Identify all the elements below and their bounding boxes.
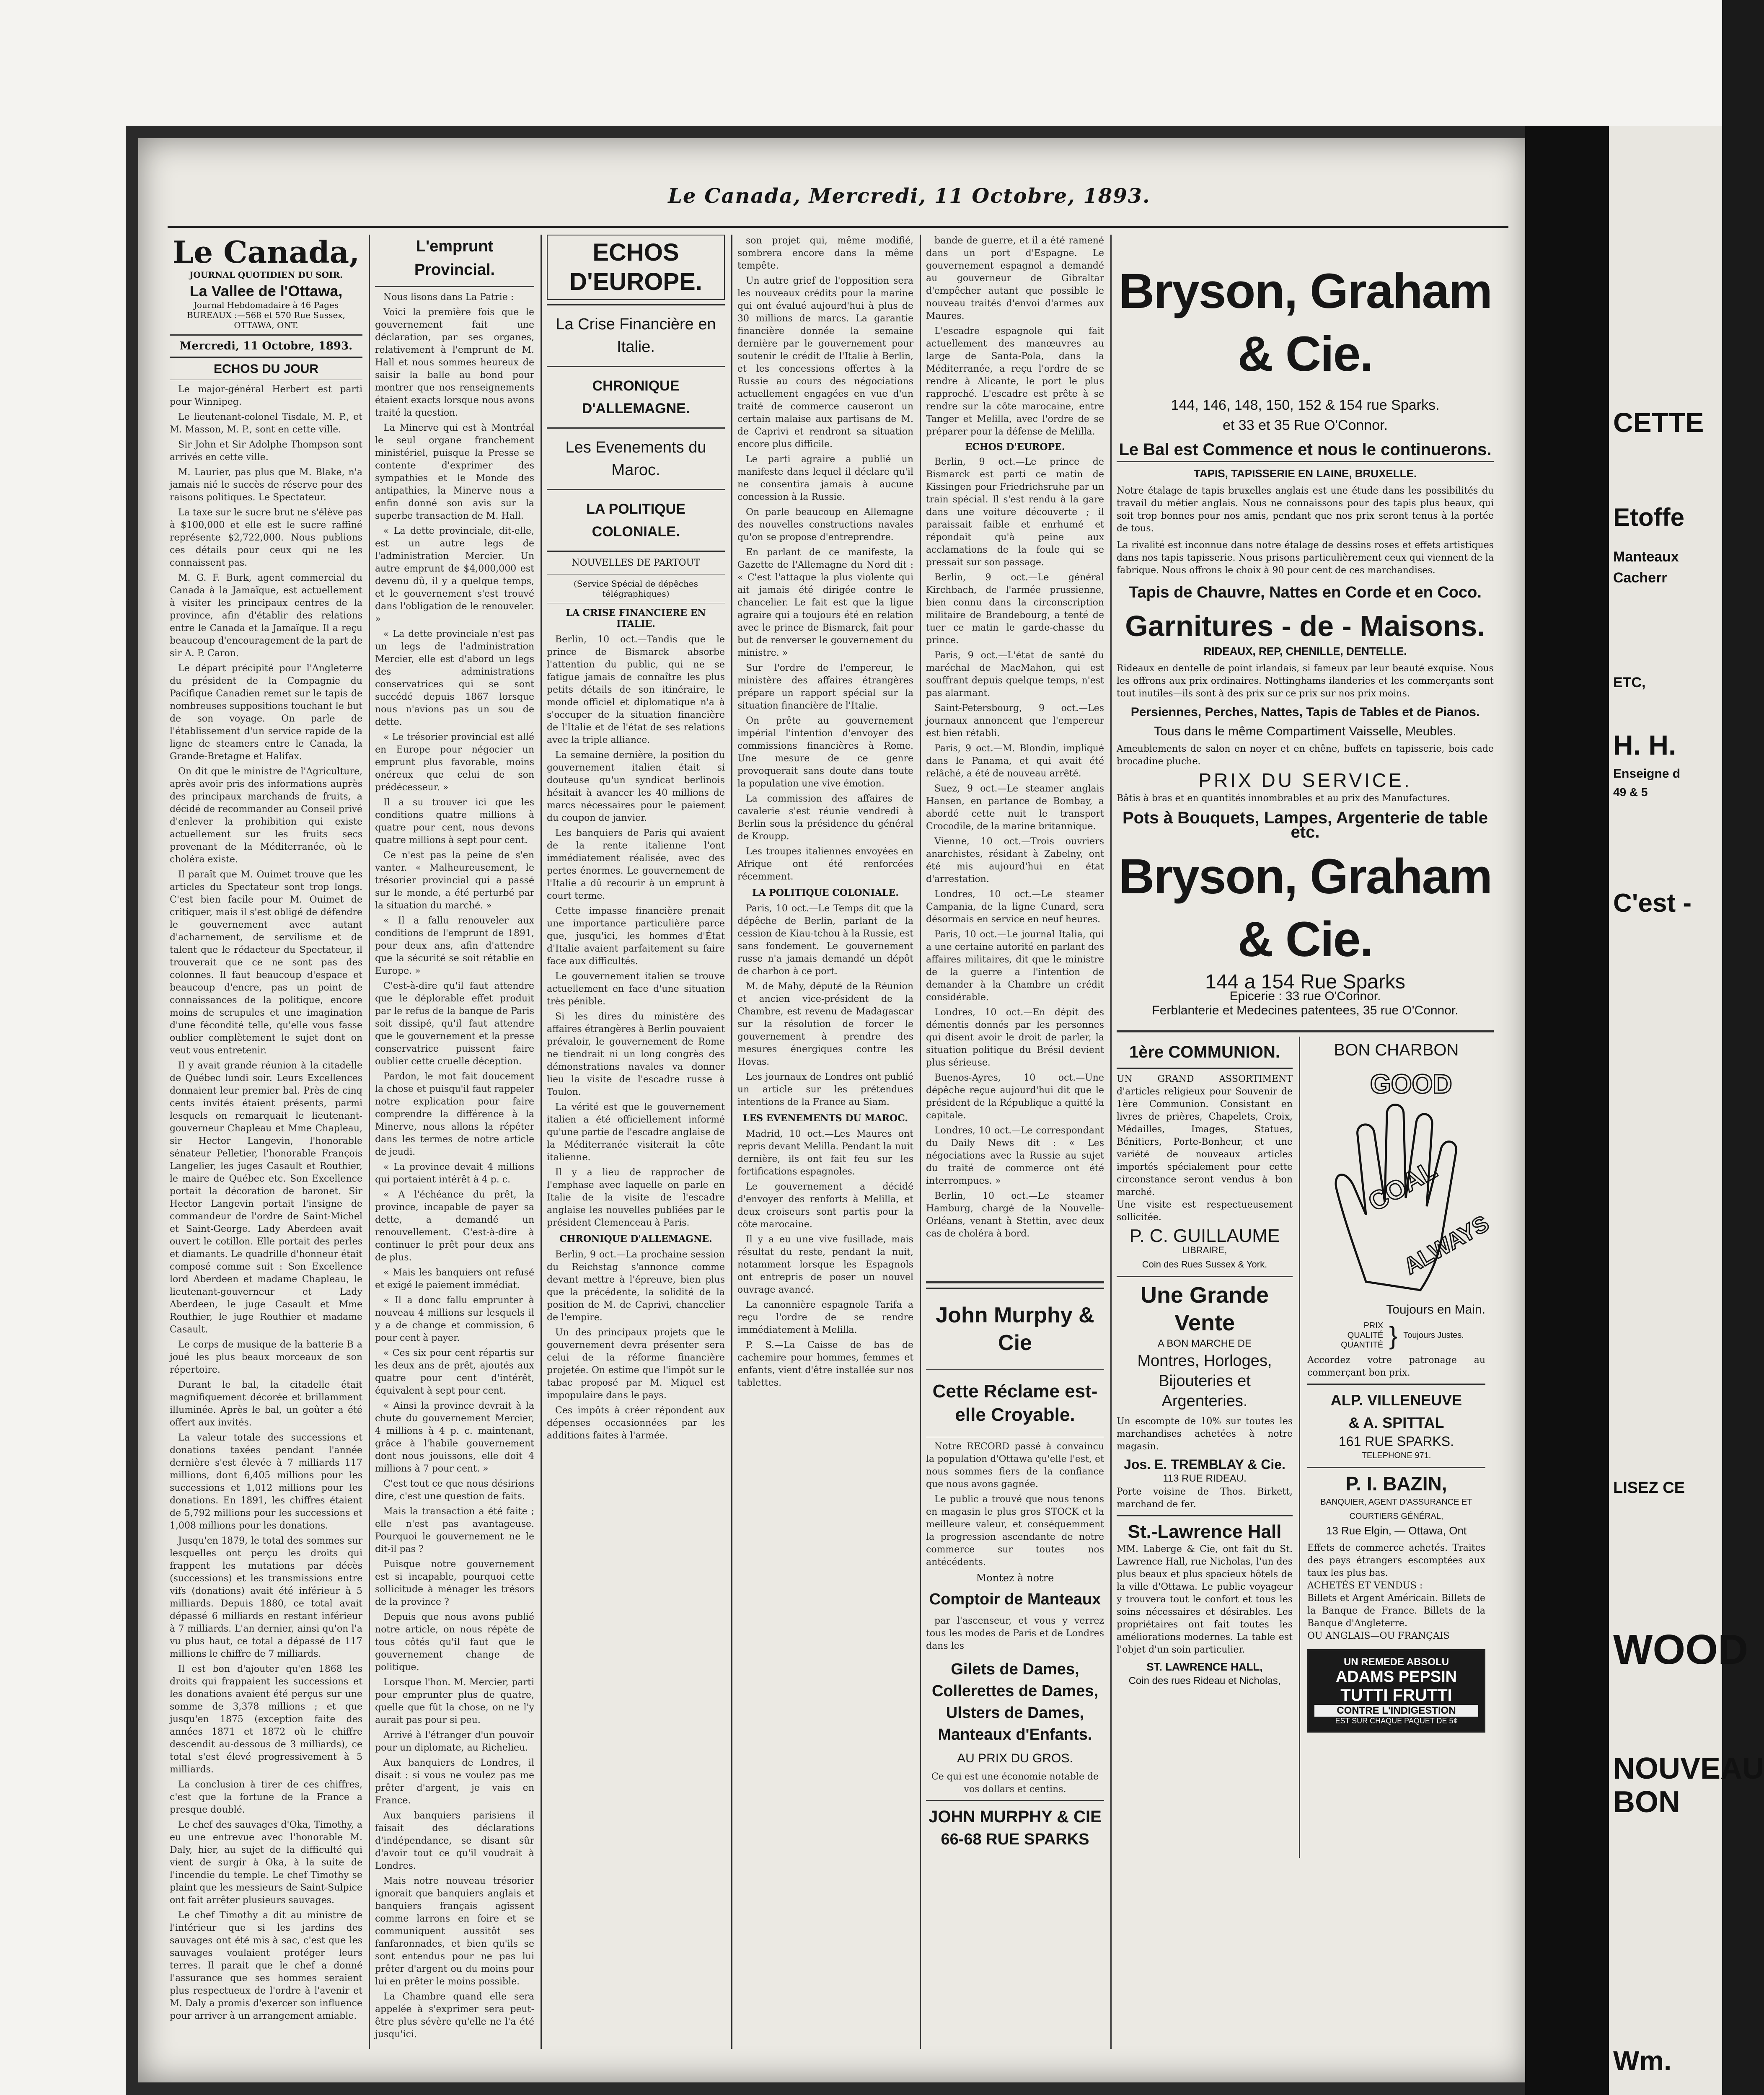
paragraph: Un autre grief de l'opposition sera les nouveaux crédits pour la marine qui ont évalué aujourd'hui à plus de 30 millions de marcs. La garantie financière donnée la semaine dernière par le gouvernement pour soutenir le crédit de l'Italie à Berlin, et les concessions offertes à la Russie au cours des négociations actuellement engagées en vue d'un traité de commerce causeront un certain malaise aux partisans de M. de Caprivi et rendront sa situation encore plus difficile.	[737, 276, 913, 450]
rule	[547, 304, 725, 305]
section-heading: ECHOS DU JOUR	[213, 362, 319, 376]
prix-qualite-block	[1307, 1321, 1485, 1350]
paragraph: Sur l'ordre de l'empereur, le ministère des affaires étrangères prépare un rapport spécial sur la situation financière de l'Italie.	[737, 663, 913, 711]
ad-body	[926, 1441, 1104, 1569]
communion-ads	[1117, 1037, 1293, 1688]
bazin-name: P. I. BAZIN,	[1345, 1473, 1447, 1495]
montez-line: Montez à notre	[976, 1572, 1054, 1584]
rule	[1307, 1384, 1485, 1385]
vaisselle-text: Ameublements de salon en noyer et en chêne, buffets en tapisserie, bois cade brocadine pluche.	[1117, 744, 1494, 767]
paragraph: Il paraît que M. Ouimet trouve que les articles du Spectateur sont trop longs. C'est bien facile pour M. Ouimet de critiquer, mais il s'est obligé de défendre le gouvernement avec autant d'acharnement, de servilisme et de talent que le rédacteur du Spectateur, il trouverait que ce ne sont pas des colonnes. Il faut beaucoup d'espace et beaucoup d'encre, pas un point de connaissances de la politique, encore moins de scrupules et une imagination d'une fécondité telle, qu'elle vous fasse oublier complètement le sujet dont on veut vous entretenir.	[170, 869, 362, 1056]
fragment-text: C'est -	[1613, 889, 1692, 918]
charbon-heading	[1307, 1041, 1485, 1060]
fragment-text: Etoffe	[1613, 503, 1684, 531]
montres-heading: Montres, Horloges, Bijouteries et Argenteries.	[1137, 1352, 1272, 1410]
paragraph: Les troupes italiennes envoyées en Afrique ont été renforcées récemment.	[737, 846, 913, 882]
rule	[547, 427, 725, 429]
column-separator	[541, 235, 542, 2049]
epicerie-line: Epicerie : 33 rue O'Connor.	[1229, 989, 1381, 1003]
tapis-text-2: La rivalité est inconnue dans notre étalage de dessins roses et effets artistiques dans nos tapis tapisserie. Nous prisons particulièrement ceux qui viennent de la fabrique. Nous offrons le choix à 90 pour cent de ces marchandises.	[1117, 540, 1494, 576]
reclame-heading: Cette Réclame est-elle Croyable.	[932, 1381, 1098, 1425]
article-body	[926, 235, 1104, 438]
achetes-line: ACHETÉS ET VENDUS :	[1307, 1580, 1423, 1591]
guillaume-address: Coin des Rues Sussex & York.	[1142, 1259, 1267, 1270]
vaisselle-line: Tous dans le même Compartiment Vaisselle, Meubles.	[1154, 724, 1456, 738]
paragraph: Les journaux de Londres ont publié un article sur les prétendues intentions de la France au Siam.	[737, 1072, 913, 1107]
paragraph: Paris, 9 oct.—L'état de santé du maréchal de MacMahon, qui est souffrant depuis quelque temps, n'est pas alarmant.	[926, 650, 1104, 698]
bryson-address: 144, 146, 148, 150, 152 & 154 rue Sparks.	[1171, 397, 1440, 413]
paragraph: « La dette provinciale n'est pas un legs de l'administration Mercier, elle est d'abord un legs des administrations conservatrices qui se sont succédé depuis 1867 lorsque nous n'avions pas un sou de dette.	[375, 629, 534, 727]
city-line: OTTAWA, ONT.	[234, 320, 298, 330]
comptoir-heading: Comptoir de Manteaux	[929, 1591, 1101, 1608]
pots-line: Pots à Bouquets, Lampes, Argenterie de table etc.	[1122, 809, 1488, 841]
headline: CHRONIQUE D'ALLEMAGNE.	[582, 378, 690, 416]
gilets-heading: Gilets de Dames, Collerettes de Dames, Ulsters de Dames, Manteaux d'Enfants.	[931, 1660, 1099, 1743]
paragraph: Pardon, le mot fait doucement la chose et puisqu'il faut rappeler notre explication pour faire comprendre la différence à la Minerve, nous allons la répéter dans les termes de notre article de jeudi.	[375, 1071, 534, 1157]
rule	[1117, 1276, 1293, 1277]
prix-qualite-label: PRIX QUALITÉ QUANTITÉ	[1341, 1321, 1384, 1350]
fragment-text: WOOD	[1613, 1626, 1748, 1673]
paragraph: Lorsque l'hon. M. Mercier, parti pour emprunter plus de quatre, quelle que fût la chose, on ne l'y aurait pas pour si peu.	[375, 1677, 534, 1725]
paragraph: Le gouvernement italien se trouve actuellement en face d'une situation très pénible.	[547, 971, 725, 1007]
bon-marche-line: A BON MARCHE DE	[1157, 1338, 1252, 1349]
brace-icon: }	[1389, 1322, 1398, 1350]
bottom-ads	[1117, 1037, 1494, 1858]
coal-text: COAL	[1363, 1155, 1442, 1217]
bureaux-line: BUREAUX :—568 et 570 Rue Sussex,	[187, 310, 345, 320]
pepsin-line: UN REMEDE ABSOLU	[1343, 1656, 1449, 1668]
ad-body	[926, 1615, 1104, 1653]
good-text: GOOD	[1370, 1069, 1452, 1099]
villeneuve-name: ALP. VILLENEUVE	[1330, 1391, 1462, 1409]
paragraph: La vérité est que le gouvernement italien a été officiellement informé qu'une partie de l'escadre anglaise de la Méditerranée visiterait la côte italienne.	[547, 1102, 725, 1163]
paragraph: Madrid, 10 oct.—Les Maures ont repris devant Melilla. Pendant la nuit dernière, ils ont fait feu sur les fortifications espagnoles.	[737, 1129, 913, 1177]
paragraph: Aux banquiers parisiens il faisait des déclarations d'indépendance, se disant sûr d'avoir tout ce qu'il voudrait à Londres.	[375, 1810, 534, 1871]
newspaper-subtitle: JOURNAL QUOTIDIEN DU SOIR.	[189, 270, 343, 280]
column-separator	[1110, 235, 1112, 2049]
paragraph: La conclusion à tirer de ces chiffres, c'est que la fortune de la France a presque doublé.	[170, 1779, 362, 1815]
paragraph: La taxe sur le sucre brut ne s'élève pas à $100,000 et elle est le sucre raffiné représente $2,722,000. Nous publions ces détails pour ceux qui ne les connaissent pas.	[170, 507, 362, 568]
rule	[1117, 1515, 1293, 1516]
paragraph: Le corps de musique de la batterie B a joué les plus beaux morceaux de son répertoire.	[170, 1340, 362, 1375]
column-news-continued	[737, 235, 913, 2049]
ou-line: OU ANGLAIS—OU FRANÇAIS	[1307, 1631, 1450, 1641]
paragraph: Les banquiers de Paris qui avaient de la rente italienne l'ont immédiatement réalisée, avec des pertes énormes. Le gouvernement de l'Italie a dû recourir à un emprunt à court terme.	[547, 828, 725, 901]
paragraph: Suez, 9 oct.—Le steamer anglais Hansen, en partance de Bombay, a abordé cette nuit le transport Crocodile, de la marine britannique.	[926, 784, 1104, 832]
article-body	[375, 291, 534, 2041]
paragraph: On dit que le ministre de l'Agriculture, après avoir pris des informations auprès des principaux marchands de fruits, a décidé de recommander au Conseil privé d'enlever la prohibition qui existe actuellement sur les fruits secs provenant de la Méditerranée, où le choléra existe.	[170, 766, 362, 865]
column-separator	[1299, 1037, 1300, 1858]
fragment-text: Manteaux	[1613, 549, 1679, 565]
murphy-footer: JOHN MURPHY & CIE	[929, 1808, 1102, 1826]
paragraph: M. G. F. Burk, agent commercial du Canada à la Jamaïque, est actuellement à visiter les principaux centres de la province, afin d'établir des relations entre le Canada et la Jamaïque. Il a reçu beaucoup d'encouragement de la part de sir A. P. Caron.	[170, 573, 362, 659]
fragment-text: BON	[1613, 1785, 1680, 1819]
paragraph: La canonnière espagnole Tarifa a reçu l'ordre de se rendre immédiatement à Melilla.	[737, 1300, 913, 1335]
paragraph: Il est bon d'ajouter qu'en 1868 les droits qui frappaient les successions et les donations avaient été perçus sur une somme de 3,378 millions ; et que jusqu'en 1875 (exception faite des années 1871 et 1872 où le chiffre descendit au-dessous de 3 milliards), ce total s'est élevé progressivement à 5 milliards.	[170, 1664, 362, 1775]
rule	[1117, 1068, 1293, 1069]
bazin-sub: BANQUIER, AGENT D'ASSURANCE ET COURTIERS GÉNÉRAL,	[1320, 1498, 1472, 1521]
paragraph: Le chef des sauvages d'Oka, Timothy, a eu une entrevue avec l'honorable M. Daly, hier, au sujet de la difficulté qui vient de surgir à Oka, à la suite de l'incendie du temple. Le chef Timothy se plaint que les messieurs de Saint-Sulpice ont fait arrêter plusieurs sauvages.	[170, 1820, 362, 1906]
villeneuve-address: 161 RUE SPARKS.	[1338, 1434, 1454, 1449]
article-body	[737, 235, 913, 883]
stlawrence-heading: St.-Lawrence Hall	[1128, 1521, 1282, 1542]
vente-heading: Une Grande Vente	[1140, 1283, 1269, 1335]
rule	[547, 366, 725, 367]
paragraph: « Le trésorier provincial est allé en Europe pour négocier un emprunt plus favorable, moins onéreux que celui de son prédécesseur. »	[375, 732, 534, 793]
fragment-text: CETTE	[1613, 407, 1704, 438]
murphy-address: 66-68 RUE SPARKS	[941, 1831, 1089, 1848]
paragraph: « La dette provinciale, dit-elle, est un autre legs de l'administration Mercier. Un autre emprunt de $4,000,000 est devenu dû, il y a quelque temps, et le gouvernement s'est trouvé dans l'obligation de le renouveler. »	[375, 526, 534, 624]
paragraph: Mais la transaction a été faite ; elle n'est pas avantageuse. Pourquoi le gouvernement ne le dit-il pas ?	[375, 1506, 534, 1554]
headline: Les Evenements du Maroc.	[565, 439, 706, 479]
pepsin-ad	[1307, 1649, 1485, 1733]
bazin-address: 13 Rue Elgin, — Ottawa, Ont	[1326, 1524, 1467, 1537]
adjacent-page-fragment	[1609, 126, 1764, 2095]
column-separator	[920, 235, 921, 2049]
paragraph: Notre RECORD passé à convaincu la population d'Ottawa qu'elle l'est, et nous sommes fiers de la confiance que nous avons gagnée.	[926, 1441, 1104, 1490]
newspaper-logo: Le Canada,	[172, 234, 360, 270]
paragraph: Londres, 10 oct.—Le steamer Campania, de la ligne Cunard, sera désormais en service en neuf heures.	[926, 889, 1104, 925]
paragraph: La commission des affaires de cavalerie s'est réunie vendredi à Berlin sous la présidence du général de Kroupp.	[737, 794, 913, 842]
paragraph: L'escadre espagnole qui fait actuellement des manœuvres au large de Santa-Pola, dans la Méditerranée, a reçu l'ordre de se rendre à Alicante, le port le plus rapproché. L'escadre est prête à se rendre sur la côte marocaine, entre Tanger et Melilla, avec l'ordre de se préparer pour la défense de Melilla.	[926, 326, 1104, 437]
prix-gros: AU PRIX DU GROS.	[957, 1751, 1073, 1765]
article-body	[926, 456, 1104, 1277]
paragraph: bande de guerre, et il a été ramené dans un port d'Espagne. Le gouvernement espagnol a demandé au gouverneur de Gibraltar d'empêcher autant que possible le nouveau traités d'envoi d'armes aux Maures.	[926, 235, 1104, 321]
rule	[1117, 1030, 1494, 1032]
chauvre-heading: Tapis de Chauvre, Nattes en Corde et en Coco.	[1129, 584, 1482, 601]
bryson-address-3: 144 a 154 Rue Sparks	[1205, 971, 1405, 993]
tremblay-address: 113 RUE RIDEAU.	[1163, 1473, 1247, 1484]
paragraph: La Chambre quand elle sera appelée à s'exprimer sera peut-être plus sévère qu'elle ne l'a été jusqu'ici.	[375, 1992, 534, 2040]
bryson-title: Bryson, Graham & Cie.	[1118, 264, 1492, 382]
libraire-line: LIBRAIRE,	[1182, 1245, 1227, 1255]
charbon-ads	[1307, 1037, 1493, 1733]
paragraph: La valeur totale des successions et donations taxées pendant l'année dernière s'est élevée à 7 milliards 117 millions, dont 6,405 millions pour les successions et 1,012 millions pour les donations. En 1891, les chiffres étaient de 5,792 millions pour les successions et 1,008 millions pour les donations.	[170, 1433, 362, 1531]
ferblanterie-line: Ferblanterie et Medecines patentees, 35 rue O'Connor.	[1152, 1004, 1459, 1017]
headline: LA POLITIQUE COLONIALE.	[586, 501, 685, 540]
paragraph: Le public a trouvé que nous tenons en magasin le plus gros STOCK et la meilleure valeur, et conséquemment la progression ascendante de notre commerce sur toutes nos antécédents.	[926, 1494, 1104, 1567]
garnitures-heading: Garnitures - de - Maisons.	[1125, 610, 1485, 642]
paragraph: son projet qui, même modifié, sombrera encore dans la même tempête.	[737, 235, 913, 271]
persiennes-line: Persiennes, Perches, Nattes, Tapis de Tables et de Pianos.	[1130, 705, 1480, 719]
fragment-text: NOUVEAU	[1613, 1752, 1764, 1785]
paragraph: C'est tout ce que nous désirions dire, c'est une question de faits.	[375, 1479, 534, 1502]
paragraph: Cette impasse financière prenait une importance particulière parce que, jusqu'ici, les hommes d'État d'Italie avaient parfaitement su faire face aux difficultés.	[547, 906, 725, 967]
paragraph: « La province devait 4 millions qui portaient intérêt à 4 p. c.	[375, 1162, 534, 1185]
paragraph: Londres, 10 oct.—En dépit des démentis donnés par les personnes qui disent avoir le droit de parler, la situation politique du Brésil devient plus sérieuse.	[926, 1007, 1104, 1068]
paragraph: Arrivé à l'étranger d'un pouvoir pour un diplomate, au Richelieu.	[375, 1730, 534, 1753]
paragraph: Nous lisons dans La Patrie :	[383, 292, 514, 303]
paragraph: Vienne, 10 oct.—Trois ouvriers anarchistes, résidant à Zabelny, ont été mis aujourd'hui en état d'arrestation.	[926, 836, 1104, 885]
paragraph: « Il a donc fallu emprunter à nouveau 4 millions sur lesquels il y a de change et commission, 6 pour cent à payer.	[375, 1295, 534, 1343]
fragment-text: Enseigne d	[1613, 767, 1681, 781]
economie-line: Ce qui est une économie notable de vos dollars et centins.	[931, 1772, 1099, 1795]
rule	[926, 1369, 1104, 1370]
paragraph: Le parti agraire a publié un manifeste dans lequel il déclare qu'il ne consentira jamais à aucune concession à la Russie.	[737, 454, 913, 502]
paragraph: La semaine dernière, la position du gouvernement italien était si douteuse qu'un syndicat berlinois hésitait à avancer les 40 millions de marcs nécessaires pour le paiement du coupon de janvier.	[547, 750, 725, 823]
paragraph: Il a su trouver ici que les conditions quatre millions à quatre pour cent, nous devons quatre millions à sept pour cent.	[375, 797, 534, 846]
paragraph: M. Laurier, pas plus que M. Blake, n'a jamais nié le succès de réserve pour des raisons politiques. Le Spectateur.	[170, 467, 362, 503]
paragraph: « A l'échéance du prêt, la province, incapable de payer sa dette, a demandé un renouvellement. C'est-à-dire à continuer le prêt pour deux ans de plus.	[375, 1190, 534, 1263]
column-separator	[369, 235, 370, 2049]
paragraph: Berlin, 9 oct.—Le général Kirchbach, de l'armée prussienne, bien connu dans la circonscription militaire de Brandebourg, a tenté de tuer ce matin le garde-chasse du prince.	[926, 572, 1104, 646]
paragraph: On prête au gouvernement impérial l'intention d'envoyer des commissions financières à Rome. Une mesure de ce genre provoquerait sans doute dans toute la population une vive émotion.	[737, 716, 913, 789]
paragraph: Durant le bal, la citadelle était magnifiquement décorée et brillamment illuminée. Après le bal, un goûter a été offert aux invités.	[170, 1380, 362, 1428]
column-emprunt-provincial	[375, 235, 534, 2049]
article-body	[737, 1128, 913, 1389]
paragraph: Ce n'est pas la peine de s'en vanter. « Malheureusement, le trésorier provincial qui a passé sur le monde, a été perturbé par la situation du marché. »	[375, 850, 534, 911]
column-news-and-murphy-ad	[926, 235, 1104, 2049]
paragraph: Il y a lieu de rapprocher de l'emphase avec laquelle on parle en Italie de la visite de l'escadre anglaise les nouvelles publiées par le président Clemenceau à Paris.	[547, 1167, 725, 1228]
paragraph: Londres, 10 oct.—Le correspondant du Daily News dit : « Les négociations avec la Russie au sujet du traité de commerce ont été interrompues. »	[926, 1125, 1104, 1186]
spittal-name: & A. SPITTAL	[1348, 1414, 1444, 1431]
paragraph: « Il a fallu renouveler aux conditions de l'emprunt de 1891, pour deux ans, afin d'attendre que la sécurité se soit rétablie en Europe. »	[375, 916, 534, 976]
paragraph: Puisque notre gouvernement est si incapable, pourquoi cette sollicitude à ménager les trésors de la province ?	[375, 1559, 534, 1607]
fragment-text: LISEZ CE	[1613, 1479, 1685, 1497]
article-title: L'emprunt Provincial.	[414, 238, 495, 279]
prix-text: Bâtis à bras et en quantités innombrables et au prix des Manufactures.	[1117, 793, 1450, 804]
rule	[1307, 1467, 1485, 1468]
article-body	[547, 1249, 725, 1442]
pepsin-line: ADAMS PEPSIN	[1335, 1668, 1457, 1686]
rule	[926, 1800, 1104, 1801]
paragraph: Le gouvernement a décidé d'envoyer des renforts à Melilla, et deux croiseurs sont partis pour la côte marocaine.	[737, 1182, 913, 1230]
fragment-text: 49 & 5	[1613, 786, 1648, 799]
sub-heading: ECHOS D'EUROPE.	[965, 442, 1065, 453]
bryson-title-2: Bryson, Graham & Cie.	[1118, 849, 1492, 967]
paragraph: par l'ascenseur, et vous y verrez tous les modes de Paris et de Londres dans les	[926, 1616, 1104, 1651]
guillaume-name: P. C. GUILLAUME	[1129, 1226, 1280, 1246]
paragraph: Jusqu'en 1879, le total des sommes sur lesquelles ont perçu les droits qui frappent les mutations par décès (successions) et les transmissions entre vifs (donations) avait été inférieur à 5 milliards. Depuis 1880, ce total avait dépassé 6 milliards en restant inférieur à 7 milliards. L'an dernier, ainsi qu'on l'a vu plus haut, ce total a dépassé de 117 millions le chiffre de 7 milliards.	[170, 1536, 362, 1659]
paragraph: Paris, 10 oct.—Le Temps dit que la dépêche de Berlin, parlant de la cession de Kiau-tchou à la Russie, est sans fondement. Le gouvernement russe n'a jamais demandé un dépôt de charbon à ce port.	[737, 903, 913, 977]
vallee-title: La Vallee de l'Ottawa,	[189, 282, 343, 300]
rule	[926, 1281, 1104, 1283]
tapis-text: Notre étalage de tapis bruxelles anglais est une étude dans les possibilités du travail du métier anglais. Nous ne connaissons pour des tapis plus beaux, qui soit trop bonnes pour nos amis, pendant que nos prix seront tenus à la portée de tous.	[1117, 486, 1494, 534]
paragraph: Paris, 10 oct.—Le journal Italia, qui a une certaine autorité en parlant des affaires militaires, dit que le ministre de la guerre a l'intention de demander à la Chambre un crédit considérable.	[926, 929, 1104, 1003]
paragraph: Berlin, 9 oct.—La prochaine session du Reichstag s'annonce comme devant mettre à l'épreuve, bien plus que la précédente, la solidité de la position de M. de Caprivi, chancelier de l'empire.	[547, 1249, 725, 1323]
paragraph: P. S.—La Caisse de bas de cachemire pour hommes, femmes et enfants, vient d'être installée sur nos tablettes.	[737, 1340, 913, 1388]
paragraph: On parle beaucoup en Allemagne des nouvelles constructions navales qu'on se propose d'entreprendre.	[737, 507, 913, 543]
rule	[375, 286, 534, 287]
sub-heading: CHRONIQUE D'ALLEMAGNE.	[559, 1234, 712, 1244]
bryson-address-2: et 33 et 35 Rue O'Connor.	[1223, 417, 1388, 433]
article-title: ECHOS D'EUROPE.	[547, 235, 725, 300]
paragraph: Voici la première fois que le gouvernement fait une déclaration, par ses organes, relativement à l'emprunt de M. Hall et nous sommes heureux de saisir la balle au bond pour montrer que nos renseignements étaient exacts lorsque nous avons traité la question.	[375, 307, 534, 418]
rule	[547, 551, 725, 552]
article-body	[737, 903, 913, 1109]
paragraph: Le chef Timothy a dit au ministre de l'intérieur que si les jardins des sauvages ont été mis à sac, c'est que les sauvages voulaient protéger leurs terres. Il parait que le chef a donné l'assurance que ses hommes seraient plus respectueux de l'ordre à l'avenir et M. Daly a promis d'exercer son influence pour arriver à un arrangement amiable.	[170, 1910, 362, 2021]
paragraph: Buenos-Ayres, 10 oct.—Une dépêche reçue aujourd'hui dit que le président de la République a quitté la capitale.	[926, 1073, 1104, 1121]
rule	[547, 489, 725, 490]
fragment-text: Cacherr	[1613, 570, 1667, 586]
good-coal-hand-illustration	[1307, 1064, 1500, 1298]
tremblay-name: Jos. E. TREMBLAY & Cie.	[1124, 1457, 1285, 1472]
paragraph: « Mais les banquiers ont refusé et exigé le paiement immédiat.	[375, 1267, 534, 1291]
bal-line: Le Bal est Commence et nous le continuerons.	[1119, 440, 1492, 459]
garnitures-sub: RIDEAUX, REP, CHENILLE, DENTELLE.	[1203, 645, 1407, 657]
column-echos-du-jour	[170, 235, 362, 2049]
toujours-line: Toujours en Main.	[1386, 1303, 1485, 1316]
pepsin-line: CONTRE L'INDIGESTION	[1314, 1705, 1478, 1717]
column-advertisements	[1117, 235, 1494, 2049]
stlawrence-text: MM. Laberge & Cie, ont fait du St. Lawrence Hall, rue Nicholas, l'un des plus beaux et plus spacieux hôtels de la ville d'Ottawa. Le public voyageur y trouvera tout le confort et tous les soins nécessaires et désirables. Les propriétaires ont fait toutes les améliorations modernes. La table est l'objet d'un soin particulier.	[1117, 1544, 1293, 1655]
rule	[1117, 461, 1494, 462]
charbon-label: CHARBON	[1375, 1041, 1459, 1059]
header-rule	[168, 226, 1508, 228]
issue-date: Mercredi, 11 Octobre, 1893.	[179, 340, 353, 352]
rule	[926, 1288, 1104, 1289]
paragraph: Aux banquiers de Londres, il disait : si vous ne voulez pas me prêter d'argent, je vais en France.	[375, 1758, 534, 1806]
paragraph: Mais notre nouveau trésorier ignorait que banquiers anglais et banquiers français agissent comme larrons en foire et se communiquent aussitôt ses fanfaronnades, et bien qu'ils se sont entendus pour ne pas lui prêter d'argent ou du moins pour lui en prêter le moins possible.	[375, 1876, 534, 1987]
stlawrence-hall: ST. LAWRENCE HALL,	[1146, 1660, 1263, 1673]
prix-service: PRIX DU SERVICE.	[1198, 769, 1412, 791]
paragraph: Depuis que nous avons publié notre article, on nous répète de tous côtés qu'il faut que le gouvernement change de politique.	[375, 1612, 534, 1673]
sub-heading: LES EVENEMENTS DU MAROC.	[743, 1113, 908, 1124]
paragraph: La Minerve qui est à Montréal le seul organe franchement ministériel, puisque la Presse se contente d'exprimer des sympathies et le Monde des antipathies, la Minerve nous a enfin donné son avis sur la superbe transaction de M. Hall.	[375, 423, 534, 521]
paragraph: Berlin, 10 oct.—Tandis que le prince de Bismarck absorbe l'attention du public, qui ne se fatigue jamais de connaître les plus petits détails de son itinéraire, le monde officiel et diplomatique n'a à s'occuper de la situation financière de l'Italie et de l'état de ses relations avec la triple alliance.	[547, 634, 725, 745]
fragment-text: ETC,	[1613, 675, 1646, 691]
paragraph: Berlin, 10 oct.—Le steamer Hamburg, chargé de la Nouvelle-Orléans, venant à Stettin, avec deux cas de choléra à bord.	[926, 1191, 1104, 1239]
paragraph: Il y a eu une vive fusillade, mais résultat du reste, pendant la nuit, notamment lorsque les Espagnols ont entrepris de poser un nouvel ouvrage avancé.	[737, 1234, 913, 1295]
paragraph: C'est-à-dire qu'il faut attendre que le déplorable effet produit par le refus de la banque de Paris soit dissipé, qu'il faut attendre que le gouvernement et la presse conservatrice puissent faire oublier cette cruelle déception.	[375, 981, 534, 1067]
paragraph: « Ainsi la province devrait à la chute du gouvernement Mercier, 4 millions à 4 p. c. maintenant, grâce à l'habile gouvernement dont nous jouissons, elle doit 4 millions à 7 pour cent. »	[375, 1401, 534, 1474]
porte-line: Porte voisine de Thos. Birkett, marchand de fer.	[1117, 1487, 1293, 1510]
rule	[170, 334, 362, 336]
article-body	[547, 634, 725, 1229]
paragraph: Le départ précipité pour l'Angleterre du président de la Compagnie du Pacifique Canadien remet sur le tapis de nombreuses suppositions touchant le but de son voyage. On parle de l'établissement d'un service rapide de la ligne de steamers entre le Canada, la Grande-Bretagne et Halifax.	[170, 663, 362, 762]
paragraph: Un des principaux projets que le gouvernement devra présenter sera celui de la réforme financière projetée. On estime que l'impôt sur le tabac proposé par M. Miquel est impopulaire dans le pays.	[547, 1327, 725, 1401]
visite-line: Une visite est respectueusement sollicitée.	[1117, 1200, 1293, 1223]
bazin-list: Billets et Argent Américain. Billets de la Banque de France. Billets de la Banque d'Angleterre.	[1307, 1593, 1485, 1629]
paragraph: Sir John et Sir Adolphe Thompson sont arrivés en cette ville.	[170, 440, 362, 463]
bazin-text: Effets de commerce achetés. Traites des pays étrangers escomptées aux taux les plus bas.	[1307, 1543, 1485, 1578]
paragraph: Si les dires du ministère des affaires étrangères à Berlin pouvaient prévaloir, le gouvernement de Rome ne tiendrait ni un long congrès des démonstrations navales va donner lieu la visite de l'escadre russe à Toulon.	[547, 1011, 725, 1097]
stlawrence-address: Coin des rues Rideau et Nicholas,	[1128, 1675, 1281, 1686]
fragment-text: H. H.	[1613, 729, 1676, 760]
paragraph: Berlin, 9 oct.—Le prince de Bismarck est parti ce matin de Kissingen pour Friedrichsruhe par un train spécial. Il s'est rendu à la gare dans une voiture découverte ; il paraissait faible et enrhumé et répondait qu'à peine aux acclamations de la foule qui se pressait sur son passage.	[926, 457, 1104, 568]
masthead: Le Canada, Mercredi, 11 Octobre, 1893.	[668, 184, 1151, 208]
paragraph: M. de Mahy, député de la Réunion et ancien vice-président de la Chambre, est revenu de Madagascar sur la résolution de forcer le gouvernement à prendre des mesures énergiques contre les Hovas.	[737, 981, 913, 1067]
telephone-line: TELEPHONE 971.	[1361, 1451, 1431, 1460]
page-gutter	[1525, 126, 1609, 2095]
always-text: ALWAYS	[1399, 1210, 1493, 1280]
sub-heading: LA POLITIQUE COLONIALE.	[752, 887, 899, 898]
justes-label: Toujours Justes.	[1403, 1331, 1464, 1340]
paragraph: Le major-général Herbert est parti pour Winnipeg.	[170, 384, 362, 407]
communion-heading: 1ère COMMUNION.	[1129, 1043, 1280, 1061]
pepsin-line: EST SUR CHAQUE PAQUET DE 5¢	[1335, 1717, 1458, 1725]
communion-text: UN GRAND ASSORTIMENT d'articles religieux pour Souvenir de 1ère Communion. Consistant en livres de prières, Chapelets, Croix, Médailles, Images, Statues, Bénitiers, Porte-Bonheur, et une variété de nouveaux articles importés spécialement pour cette circonstance seront vendus à bon marché.	[1117, 1074, 1293, 1198]
service-note: (Service Spécial de dépêches télégraphiques)	[573, 579, 698, 599]
murphy-title: John Murphy & Cie	[936, 1303, 1094, 1355]
paragraph: Saint-Petersbourg, 9 oct.—Les journaux annoncent que l'empereur est bien rétabli.	[926, 703, 1104, 739]
fragment-text: Wm.	[1613, 2045, 1672, 2076]
article-body	[170, 383, 362, 2023]
headline: La Crise Financière en Italie.	[556, 316, 716, 356]
garnitures-text: Rideaux en dentelle de point irlandais, si fameux par leur beauté exquise. Nous les offrons aux prix ordinaires. Nottinghams ilanderies et les commerçants sont tout inutiles—ils sont à des prix sur ce prix sur nos prix moins.	[1117, 663, 1494, 699]
paragraph: En parlant de ce manifeste, la Gazette de l'Allemagne du Nord dit : « C'est l'attaque la plus violente qui ait jamais été dirigée contre le chancelier. Le fait est que la ligue agraire qui a toujours été en relation avec le prince de Bismarck, fait pour but de renverser le gouvernement du ministre. »	[737, 547, 913, 658]
sub-heading: LA CRISE FINANCIERE EN ITALIE.	[566, 608, 706, 629]
tapis-heading: TAPIS, TAPISSERIE EN LAINE, BRUXELLE.	[1193, 467, 1417, 480]
rule	[170, 357, 362, 358]
bon-label: BON	[1334, 1041, 1371, 1059]
hebdo-line: Journal Hebdomadaire à 46 Pages	[193, 300, 339, 310]
column-separator	[731, 235, 732, 2049]
paragraph: Le lieutenant-colonel Tisdale, M. P., et M. Masson, M. P., sont en cette ville.	[170, 412, 362, 435]
paragraph: « Ces six pour cent répartis sur les deux ans de prêt, ajoutés aux quatre pour cent d'intérêt, équivalent à sept pour cent.	[375, 1348, 534, 1396]
escompte-text: Un escompte de 10% sur toutes les marchandises achetées à notre magasin.	[1117, 1416, 1293, 1452]
paragraph: Ces impôts à créer répondent aux dépenses occasionnées par les additions faites à l'armée.	[547, 1405, 725, 1441]
pepsin-line: TUTTI FRUTTI	[1340, 1686, 1452, 1704]
commande-line: Accordez votre patronage au commerçant bon prix.	[1307, 1355, 1485, 1378]
paragraph: Paris, 9 oct.—M. Blondin, impliqué dans le Panama, et qui avait été relâché, a été de nouveau arrêté.	[926, 743, 1104, 779]
column-echos-europe	[547, 235, 725, 2049]
paragraph: Il y avait grande réunion à la citadelle de Québec lundi soir. Leurs Excellences donnaient leur premier bal. Près de cinq cents invités étaient présents, parmi lesquels on remarquait le lieutenant-gouverneur Chapleau et Mme Chapleau, sir Hector Langevin, l'honorable sénateur Pelletier, l'honorable François Langelier, les juges Casault et Routhier, le maire de Québec etc. Son Excellence portait la décoration de baronet. Sir Hector Langevin portait l'insigne de commandeur de l'ordre de Saint-Michel et Saint-George. Lady Aberdeen avait ouvert le cotillon. Elle portait des perles et diamants. Le quadrille d'honneur était composé comme suit : Son Excellence lord Aberdeen et madame Chapleau, le lieutenant-gouverneur et Lady Aberdeen, le juge Casault et Mme Routhier, le juge Routhier et madame Casault.	[170, 1060, 362, 1335]
headline: NOUVELLES DE PARTOUT	[572, 558, 700, 568]
